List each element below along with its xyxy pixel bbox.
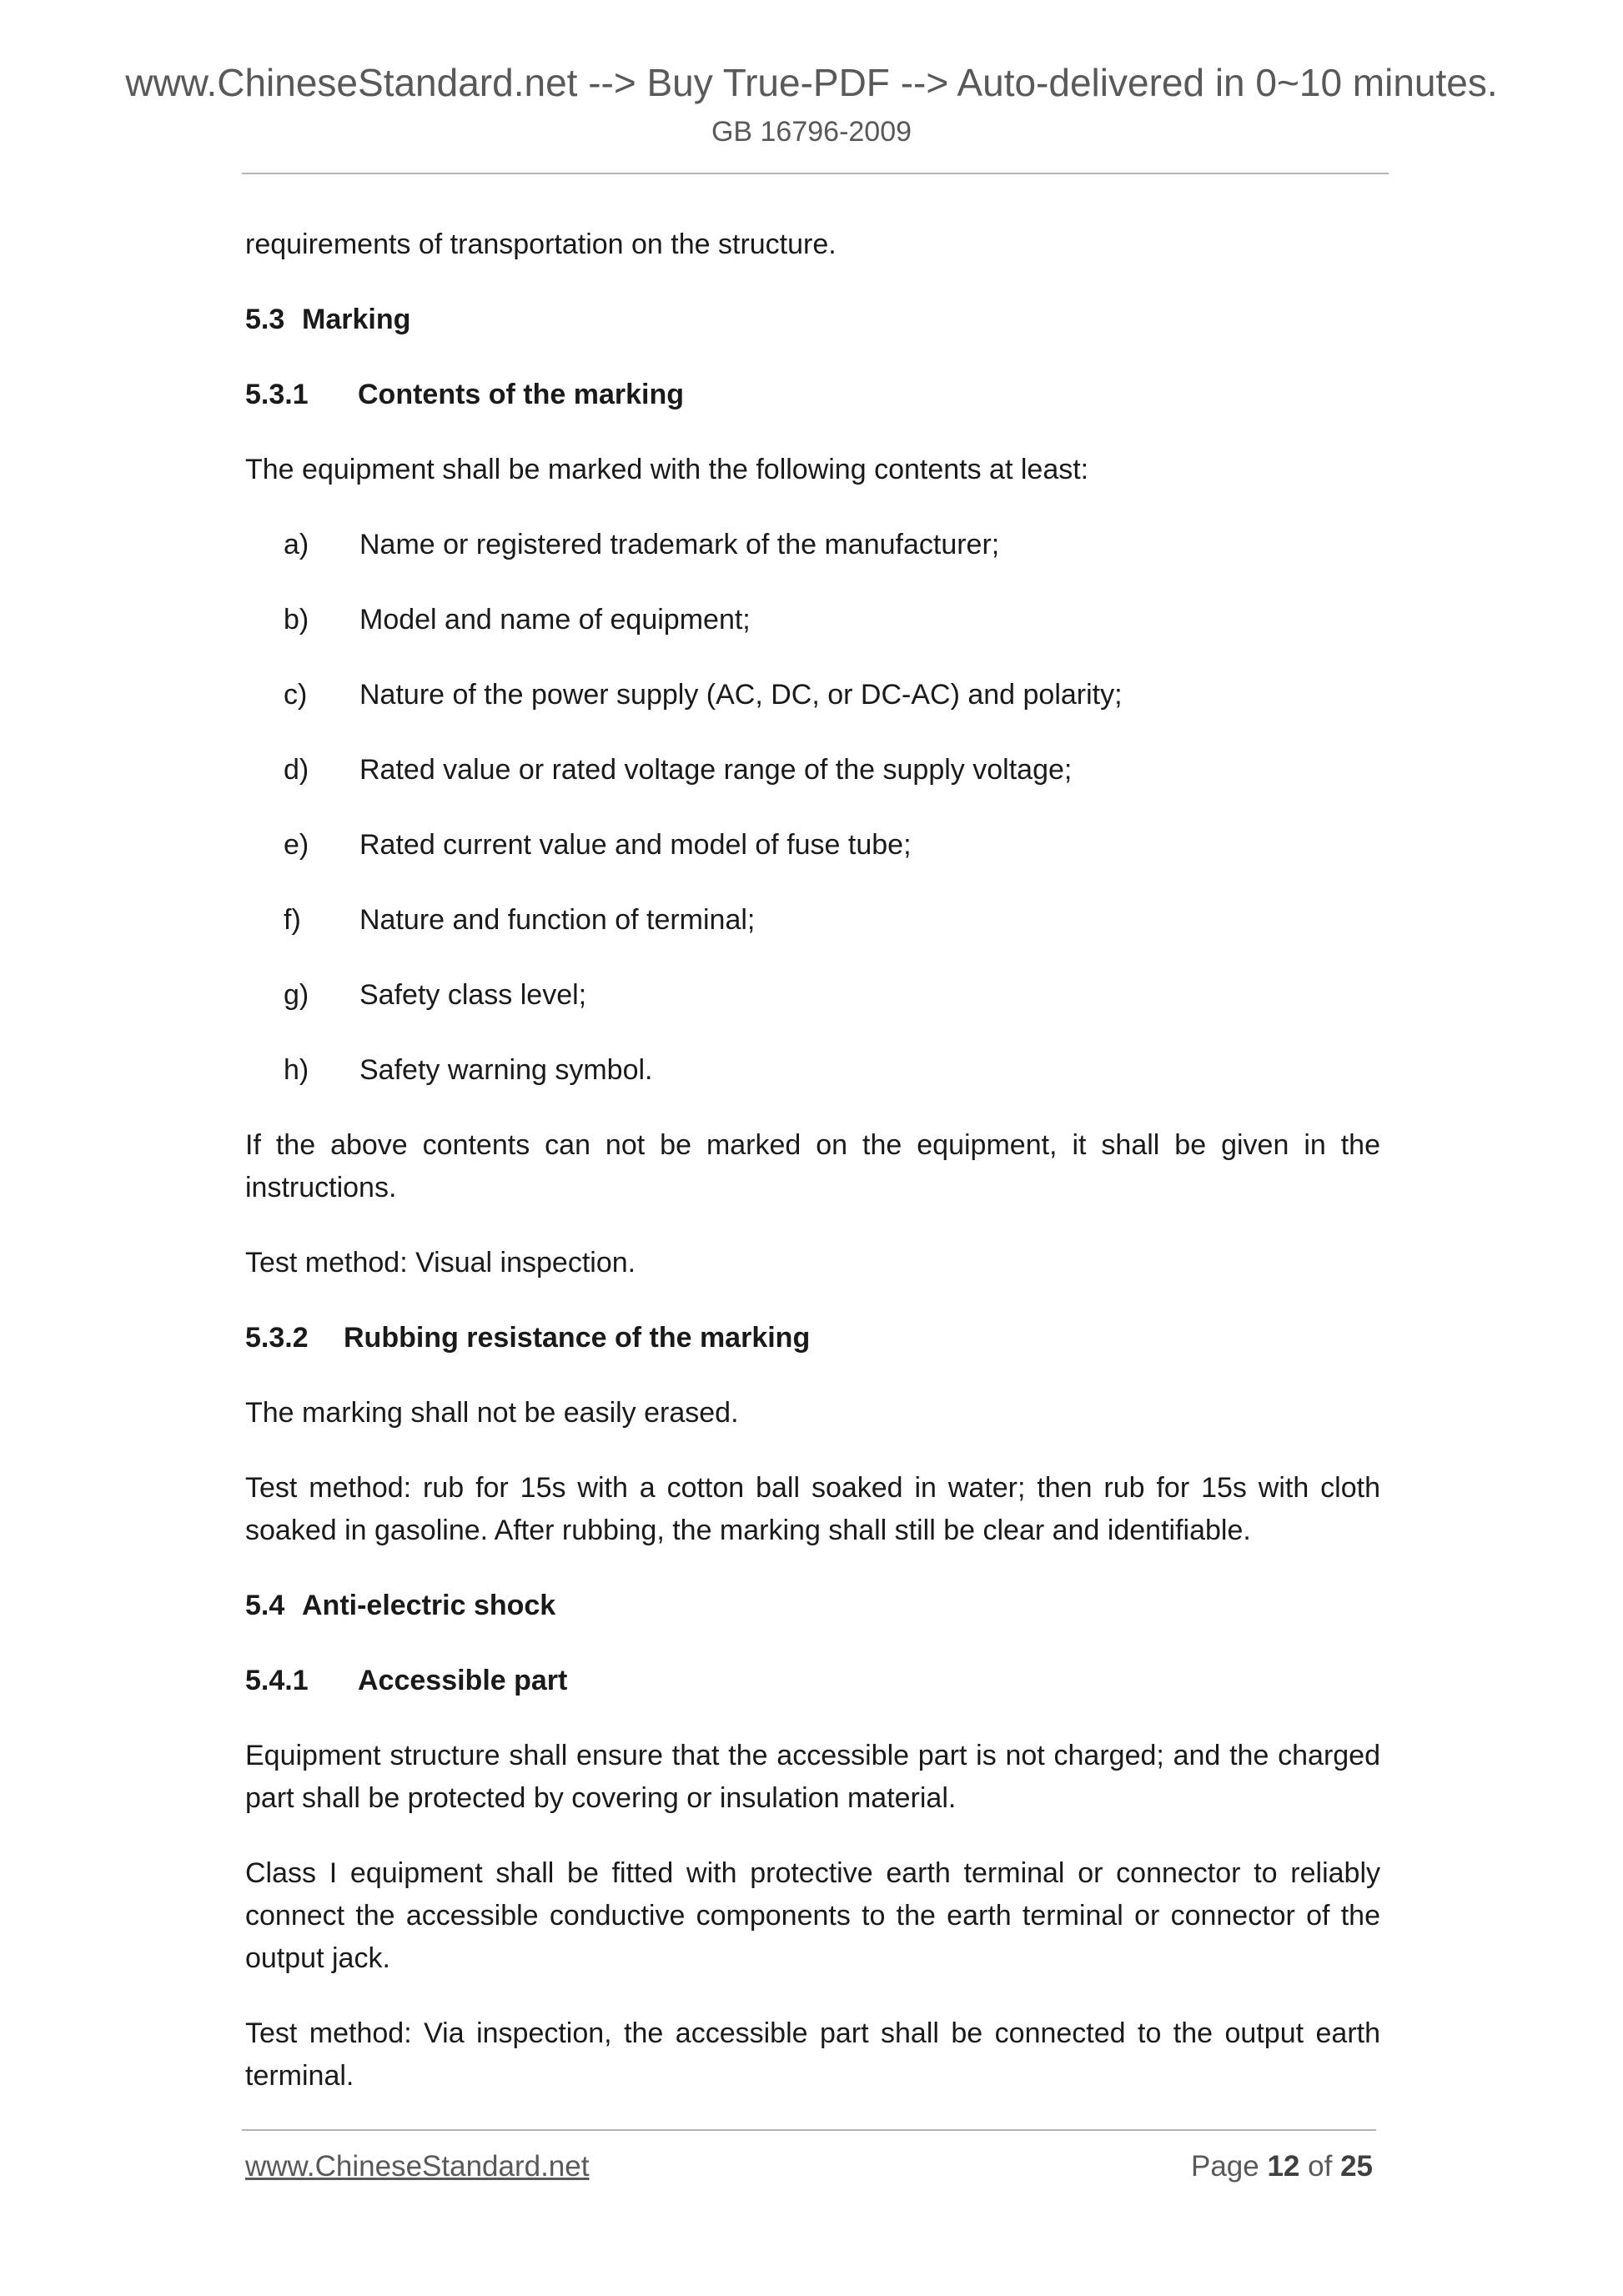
list-item bbox=[245, 749, 1380, 791]
heading-title: Marking bbox=[302, 304, 411, 335]
list-text: Model and name of equipment; bbox=[359, 604, 751, 636]
header-banner: www.ChineseStandard.net --> Buy True-PDF --> Auto-delivered in 0~10 minutes. bbox=[125, 61, 1498, 104]
list-text: Rated current value and model of fuse tube; bbox=[359, 829, 912, 861]
page-total: 25 bbox=[1340, 2150, 1373, 2183]
heading-number: 5.4.1 bbox=[245, 1665, 309, 1696]
list-item bbox=[245, 824, 1380, 867]
paragraph-structure: Equipment structure shall ensure that the accessible part is not charged; and the charged part shall be protected by covering or insulation material. bbox=[245, 1740, 1380, 1814]
heading-5-4-1 bbox=[245, 1660, 1380, 1702]
paragraph-intro: requirements of transportation on the structure. bbox=[245, 229, 837, 260]
list-item bbox=[245, 899, 1380, 942]
document-body bbox=[245, 224, 1380, 2130]
paragraph-if-not-marked: If the above contents can not be marked on the equipment, it shall be given in the instructions. bbox=[245, 1129, 1380, 1203]
page-current: 12 bbox=[1267, 2150, 1300, 2183]
page-prefix: Page bbox=[1190, 2150, 1259, 2183]
heading-5-3-1 bbox=[245, 374, 1380, 416]
footer-divider bbox=[242, 2129, 1376, 2131]
page-indicator bbox=[1191, 2150, 1373, 2183]
heading-number: 5.3.2 bbox=[245, 1322, 309, 1354]
header-divider bbox=[242, 173, 1389, 174]
standard-id: GB 16796-2009 bbox=[711, 116, 912, 148]
list-text: Name or registered trademark of the manufacturer; bbox=[359, 529, 1000, 560]
paragraph-test-rub: Test method: rub for 15s with a cotton ball soaked in water; then rub for 15s with cloth soaked in gasoline. After rubbing, the marking shall still be clear and identifiable. bbox=[245, 1472, 1380, 1546]
list-text: Nature and function of terminal; bbox=[359, 904, 756, 936]
list-item bbox=[245, 974, 1380, 1017]
list-marker: g) bbox=[284, 979, 309, 1011]
heading-number: 5.3.1 bbox=[245, 379, 309, 410]
paragraph-class-1: Class I equipment shall be fitted with protective earth terminal or connector to reliably connect the accessible conductive components to the earth terminal or connector of the output jack. bbox=[245, 1857, 1380, 1974]
heading-title: Rubbing resistance of the marking bbox=[344, 1322, 811, 1354]
paragraph-not-erased: The marking shall not be easily erased. bbox=[245, 1397, 739, 1429]
heading-number: 5.4 bbox=[245, 1590, 285, 1621]
heading-5-3-2 bbox=[245, 1317, 1380, 1359]
list-text: Rated value or rated voltage range of the supply voltage; bbox=[359, 754, 1073, 786]
list-item bbox=[245, 599, 1380, 641]
list-marker: a) bbox=[284, 529, 309, 560]
list-marker: h) bbox=[284, 1054, 309, 1086]
heading-title: Accessible part bbox=[358, 1665, 568, 1696]
paragraph-equipment-marked: The equipment shall be marked with the following contents at least: bbox=[245, 454, 1089, 485]
paragraph-test-visual: Test method: Visual inspection. bbox=[245, 1247, 636, 1279]
heading-5-4 bbox=[245, 1585, 1380, 1627]
list-marker: d) bbox=[284, 754, 309, 786]
list-item bbox=[245, 524, 1380, 566]
paragraph-test-inspection: Test method: Via inspection, the accessible part shall be connected to the output earth terminal. bbox=[245, 2017, 1380, 2092]
page-of: of bbox=[1308, 2150, 1333, 2183]
list-text: Nature of the power supply (AC, DC, or DC-AC) and polarity; bbox=[359, 679, 1123, 711]
marking-list bbox=[245, 524, 1380, 1092]
heading-5-3 bbox=[245, 299, 1380, 341]
list-marker: f) bbox=[284, 904, 301, 936]
heading-title: Contents of the marking bbox=[358, 379, 685, 410]
list-item bbox=[245, 674, 1380, 716]
list-text: Safety class level; bbox=[359, 979, 587, 1011]
list-text: Safety warning symbol. bbox=[359, 1054, 653, 1086]
list-marker: b) bbox=[284, 604, 309, 636]
list-marker: c) bbox=[284, 679, 308, 711]
heading-number: 5.3 bbox=[245, 304, 285, 335]
list-marker: e) bbox=[284, 829, 309, 861]
footer-site-link[interactable]: www.ChineseStandard.net bbox=[245, 2150, 590, 2183]
list-item bbox=[245, 1049, 1380, 1092]
heading-title: Anti-electric shock bbox=[302, 1590, 556, 1621]
